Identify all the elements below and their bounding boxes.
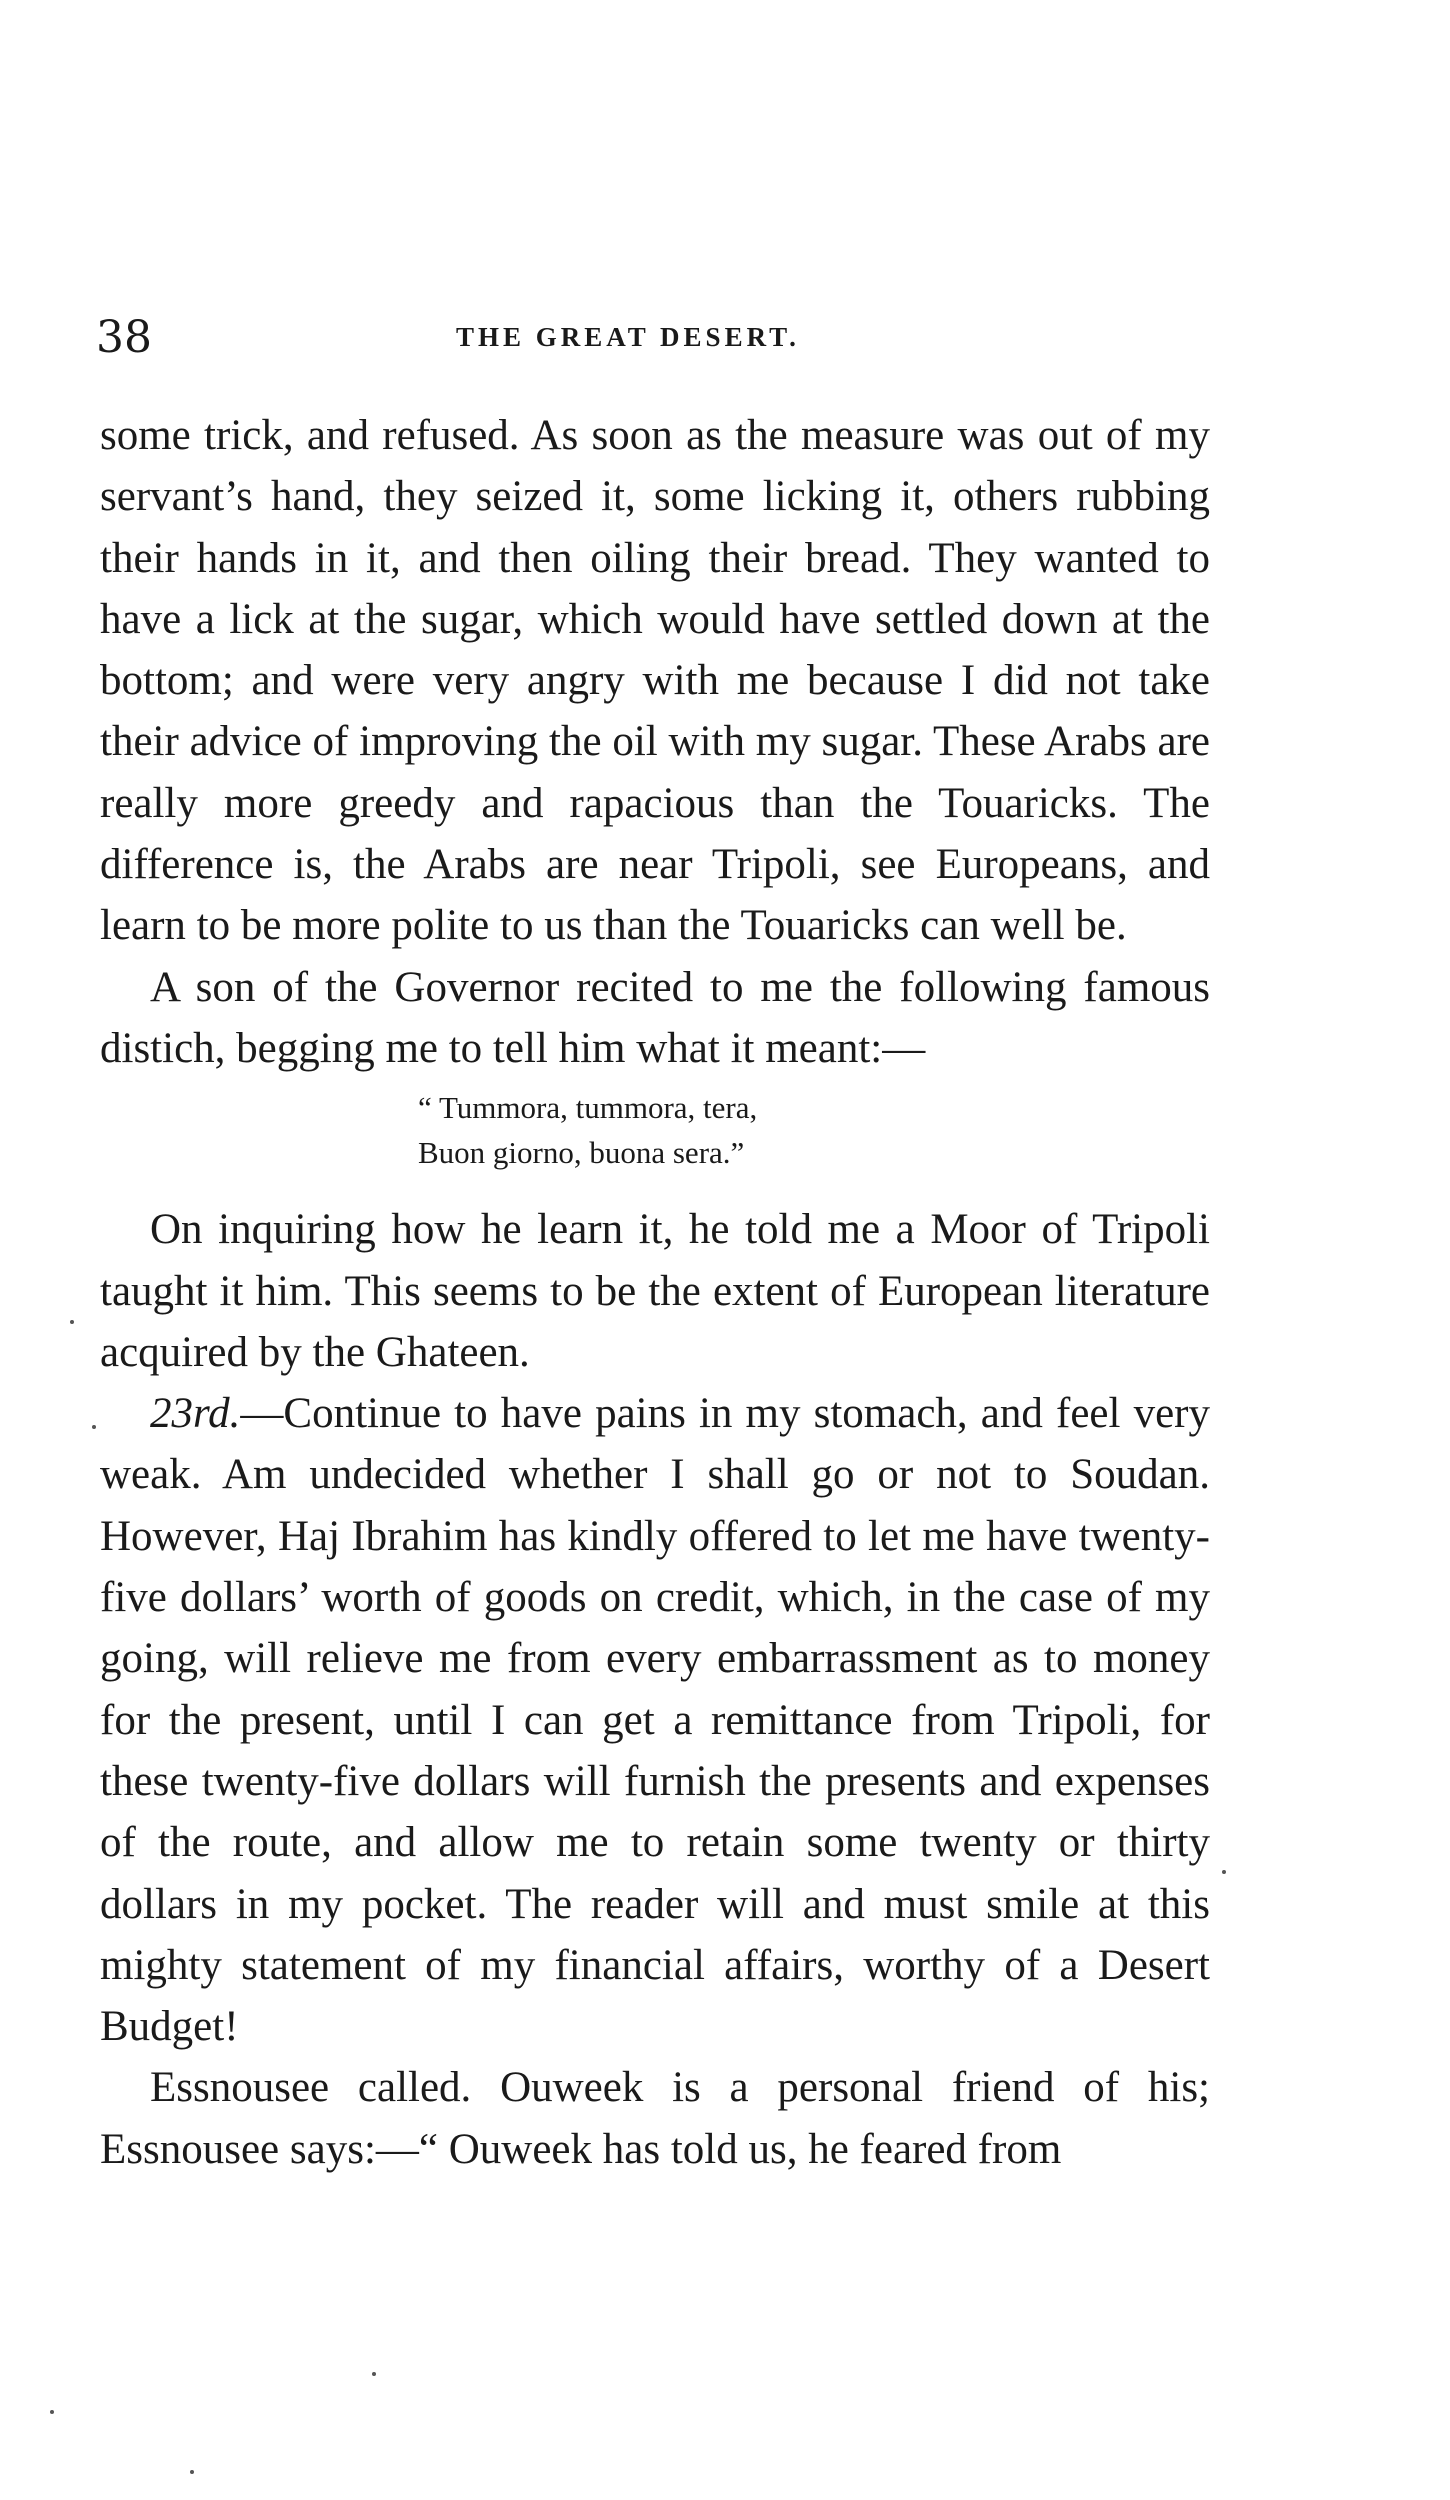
paragraph-4-text: —Continue to have pains in my stomach, and feel very weak. Am undecided whether I shall go or not to Soudan. However, Haj Ibrahim has kindly offered to let me have twenty-five dollars’ worth of goods on credit, which, in the case of my going, will relieve me from every embarrassment as to money for the present, until I can get a remittance from Tripoli, for these twenty-five dollars will furnish the presents and expenses of the route, and allow me to retain some twenty or thirty dollars in my pocket. The reader will and must smile at this mighty statement of my financial affairs, worthy of a Desert Budget!	[100, 1390, 1210, 2051]
scan-speck	[50, 2410, 54, 2414]
paragraph-3: On inquiring how he learn it, he told me a Moor of Tripoli taught it him. This seems to be the extent of European literature acquired by the Ghateen.	[100, 1206, 1210, 1376]
scan-speck	[92, 1425, 96, 1429]
running-head	[96, 312, 1216, 372]
verse-line-1: “ Tummora, tummora, tera,	[418, 1090, 758, 1126]
scan-speck	[190, 2470, 194, 2474]
paragraph-4	[100, 1383, 1210, 2057]
paragraph-1: some trick, and refused. As soon as the measure was out of my servant’s hand, they seized it, some licking it, others rubbing their hands in it, and then oiling their bread. They wanted to have a lick at the sugar, which would have settled down at the bottom; and were very angry with me because I did not take their advice of improving the oil with my sugar. These Arabs are really more greedy and rapacious than the Touaricks. The difference is, the Arabs are near Tripoli, see Europeans, and learn to be more polite to us than the Touaricks can well be.	[100, 412, 1210, 950]
scan-speck	[1222, 1870, 1226, 1874]
verse-spacer	[100, 1185, 1210, 1199]
entry-date: 23rd.	[150, 1390, 241, 1438]
running-title: THE GREAT DESERT.	[456, 322, 800, 352]
paragraph-2: A son of the Governor recited to me the following famous distich, begging me to tell him what it meant:—	[100, 963, 1210, 1072]
body-text	[100, 405, 1210, 2180]
verse-line-2: Buon giorno, buona sera.”	[418, 1135, 745, 1171]
page-number: 38	[96, 312, 152, 363]
verse-quotation	[100, 1085, 1210, 1175]
scan-speck	[372, 2372, 376, 2376]
paragraph-5: Essnousee called. Ouweek is a personal friend of his; Essnousee says:—“ Ouweek has told us, he feared from	[100, 2064, 1210, 2173]
scan-speck	[70, 1320, 74, 1324]
